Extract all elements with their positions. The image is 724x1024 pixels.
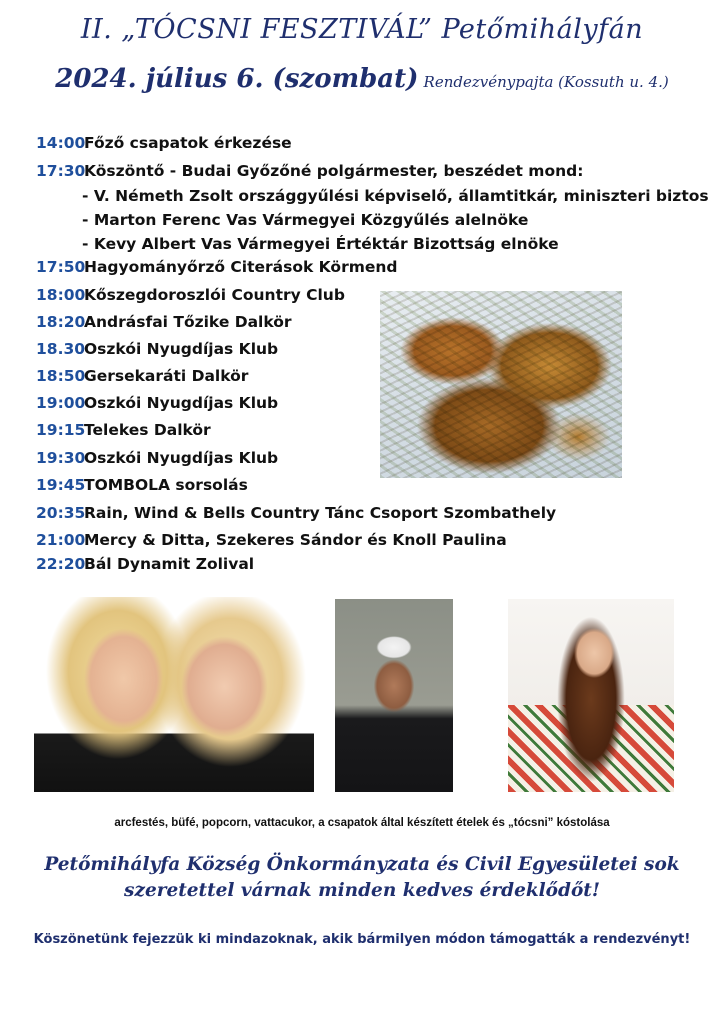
speaker-line: - Marton Ferenc Vas Vármegyei Közgyűlés alelnöke [82, 211, 529, 229]
schedule-item: 18:50Gersekaráti Dalkör [36, 367, 249, 385]
schedule-item: 22:20Bál Dynamit Zolival [36, 555, 255, 573]
schedule-item: 17:50Hagyományőrző Citerások Körmend [36, 258, 398, 276]
schedule-item: 18.30Oszkói Nyugdíjas Klub [36, 340, 279, 358]
performer-man-photo [335, 599, 453, 792]
schedule-item: 21:00Mercy & Ditta, Szekeres Sándor és Knoll Paulina [36, 531, 507, 549]
event-venue: Rendezvénypajta (Kossuth u. 4.) [423, 73, 669, 91]
tocsni-food-photo [380, 291, 622, 478]
performer-woman-photo [508, 599, 674, 792]
speaker-line: - V. Németh Zsolt országgyűlési képviselő, államtitkár, miniszteri biztos [82, 187, 709, 205]
poster-date-line [0, 64, 724, 94]
schedule-item: 20:35Rain, Wind & Bells Country Tánc Csoport Szombathely [36, 504, 557, 522]
schedule-item: 17:30Köszöntő - Budai Győzőné polgármester, beszédet mond: [36, 162, 584, 180]
schedule-item: 19:30Oszkói Nyugdíjas Klub [36, 449, 279, 467]
closing-invitation: Petőmihályfa Község Önkormányzata és Civil Egyesületei sok szeretettel várnak minden kedves érdeklődőt! [44, 854, 680, 901]
poster-title: II. „TÓCSNI FESZTIVÁL” Petőmihályfán [80, 14, 644, 45]
schedule-item: 19:00Oszkói Nyugdíjas Klub [36, 394, 279, 412]
schedule-item: 14:00Főző csapatok érkezése [36, 134, 292, 152]
thanks-note: Köszönetünk fejezzük ki mindazoknak, akik bármilyen módon támogatták a rendezvényt! [33, 932, 691, 947]
event-date: 2024. július 6. (szombat) [55, 64, 419, 94]
schedule-item: 18:20Andrásfai Tőzike Dalkör [36, 313, 292, 331]
schedule-item: 18:00Kőszegdoroszlói Country Club [36, 286, 345, 304]
extras-note: arcfestés, büfé, popcorn, vattacukor, a csapatok által készített ételek és „tócsni” kóstolása [114, 817, 610, 829]
speaker-line: - Kevy Albert Vas Vármegyei Értéktár Bizottság elnöke [82, 235, 559, 253]
schedule-item: 19:45TOMBOLA sorsolás [36, 476, 248, 494]
schedule-item: 19:15Telekes Dalkör [36, 421, 211, 439]
performers-duo-photo [34, 597, 314, 792]
